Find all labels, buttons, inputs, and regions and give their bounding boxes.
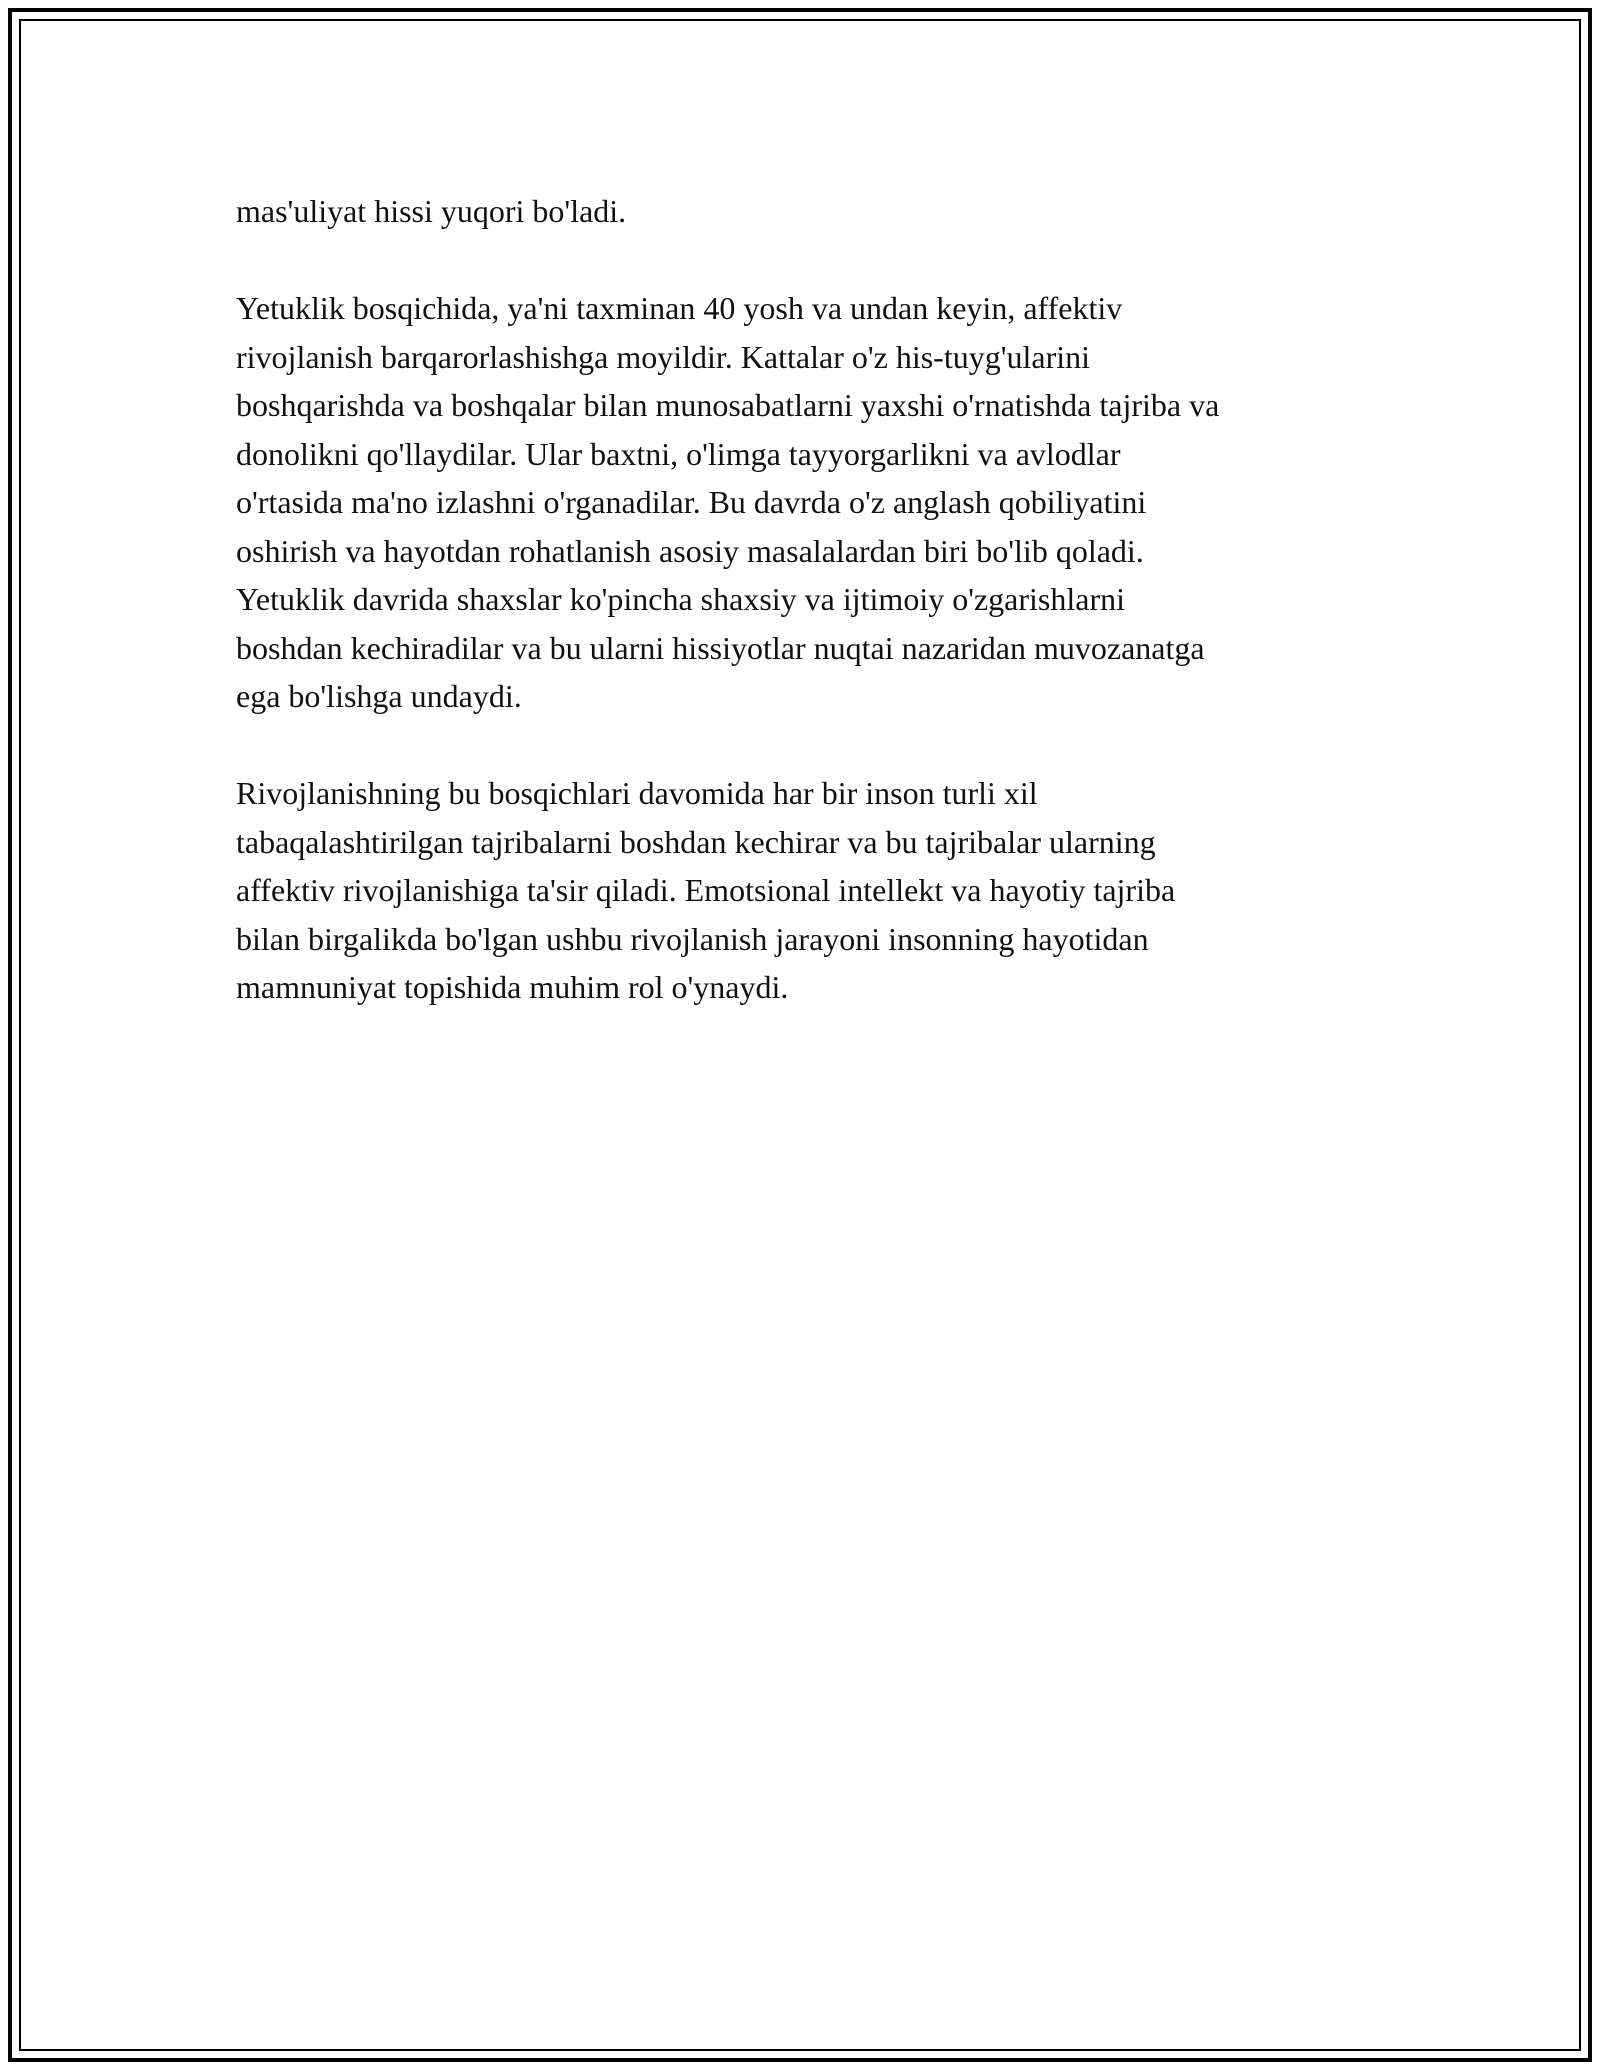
text-line: bilan birgalikda bo'lgan ushbu rivojlanish jarayoni insonning hayotidan <box>236 920 1149 957</box>
text-line: affektiv rivojlanishiga ta'sir qiladi. Emotsional intellekt va hayotiy tajriba <box>236 872 1176 908</box>
paragraph-2 <box>236 284 1386 721</box>
text-line: mamnuniyat topishida muhim rol o'ynaydi. <box>236 969 789 1005</box>
text-line: donolikni qo'llaydilar. Ular baxtni, o'limga tayyorgarlikni va avlodlar <box>236 435 1121 472</box>
document-body <box>236 187 1386 1060</box>
text-line: o'rtasida ma'no izlashni o'rganadilar. Bu davrda o'z anglash qobiliyatini <box>236 484 1147 520</box>
text-line: boshdan kechiradilar va bu ularni hissiyotlar nuqtai nazaridan muvozanatga <box>236 629 1205 666</box>
text-line: tabaqalashtirilgan tajribalarni boshdan kechirar va bu tajribalar ularning <box>236 823 1156 860</box>
paragraph-1 <box>236 187 1386 236</box>
text-line: Yetuklik davrida shaxslar ko'pincha shaxsiy va ijtimoiy o'zgarishlarni <box>236 581 1126 617</box>
text-line: mas'uliyat hissi yuqori bo'ladi. <box>236 193 627 229</box>
text-line: Rivojlanishning bu bosqichlari davomida har bir inson turli xil <box>236 775 1038 811</box>
paragraph-3 <box>236 769 1386 1012</box>
text-line: oshirish va hayotdan rohatlanish asosiy masalalardan biri bo'lib qoladi. <box>236 532 1144 569</box>
text-line: rivojlanish barqarorlashishga moyildir. Kattalar o'z his-tuyg'ularini <box>236 338 1090 375</box>
text-line: ega bo'lishga undaydi. <box>236 678 522 714</box>
text-line: Yetuklik bosqichida, ya'ni taxminan 40 yosh va undan keyin, affektiv <box>236 290 1123 326</box>
text-line: boshqarishda va boshqalar bilan munosabatlarni yaxshi o'rnatishda tajriba va <box>236 387 1220 423</box>
